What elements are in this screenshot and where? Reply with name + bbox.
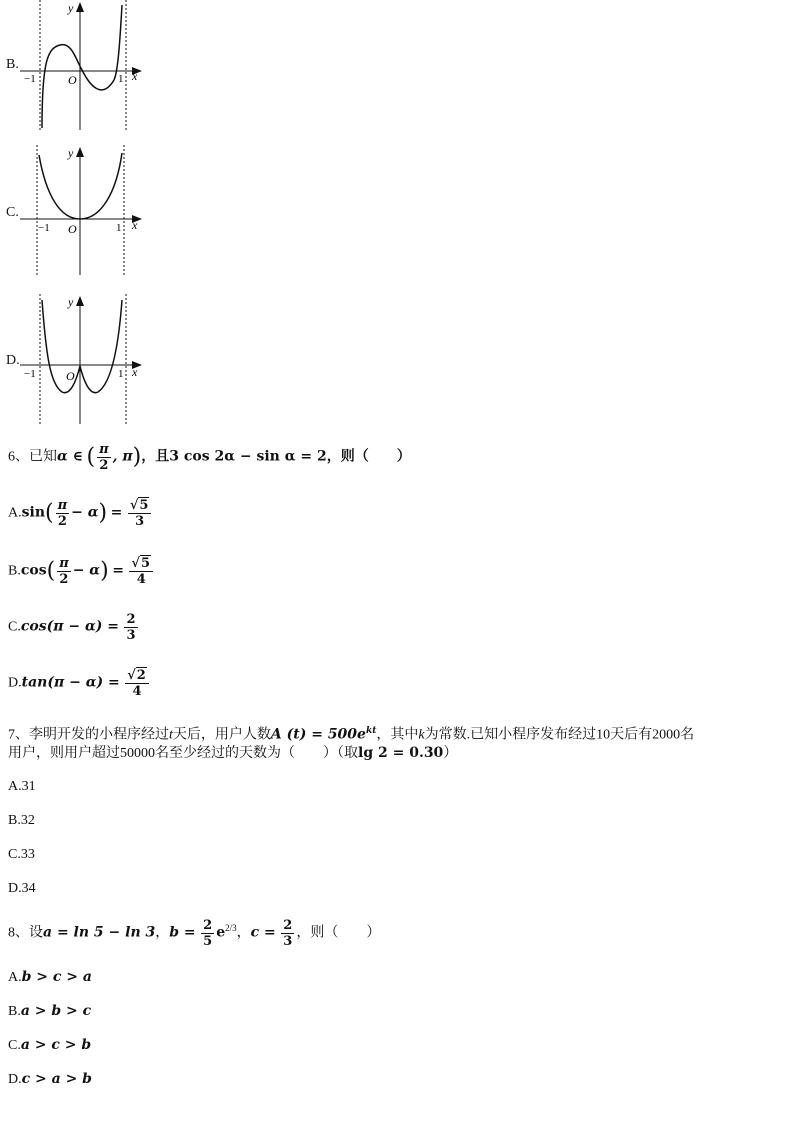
tick-neg-one: −1 [24,368,36,380]
y-label: y [68,295,74,309]
option-d-label[interactable]: D. [6,353,20,368]
origin-label: O [68,73,77,87]
y-label: y [68,1,74,15]
x-label: x [132,365,138,379]
q8-option-a[interactable]: A.b > c > a [8,969,92,985]
q6-option-d[interactable]: D.tan(π − α) = $\frac{√2}{4}$ [8,668,151,699]
tick-one: 1 [118,73,124,85]
curve [42,5,122,128]
q8-option-c[interactable]: C.a > c > b [8,1037,92,1053]
q7-option-b[interactable]: B.32 [8,813,35,828]
q7-stem-line2: 用户，则用户超过50000名至少经过的天数为（ ）（取lg 2 = 0.30） [8,745,458,761]
q7-stem-line1: 7、李明开发的小程序经过t天后，用户人数A $(t) = 500e^{kt}$，其中k为常数.已知小程序发布经过10天后有2000名 [8,726,695,743]
tick-neg-one: −1 [24,73,36,85]
q8-option-d[interactable]: D.c > a > b [8,1071,92,1087]
curve [42,300,122,393]
q8-option-b[interactable]: B.a > b > c [8,1003,92,1019]
tick-one: 1 [116,222,122,234]
q7-option-d[interactable]: D.34 [8,881,36,896]
q8-stem: 8、设a = ln 5 − ln 3，b = $\frac{2}{5}$ $e^{2/3}$，c = $\frac{2}{3}$ ，则（ ） [8,918,381,949]
option-b-graph [20,0,150,135]
origin-label: O [66,369,75,383]
origin-label: O [68,222,77,236]
x-label: x [132,218,138,232]
y-label: y [68,146,74,160]
y-axis-arrow [76,296,84,306]
tick-one: 1 [118,368,124,380]
option-c-label[interactable]: C. [6,205,19,220]
q6-stem: 6、已知α ∈ ( $\frac{\pi}{2}$ , π)，且3 cos 2α − sin α = 2，则（ ） [8,442,411,473]
option-c-graph [20,145,150,280]
x-label: x [132,69,138,83]
q7-option-c[interactable]: C.33 [8,847,35,862]
y-axis-arrow [76,147,84,157]
q6-option-b[interactable]: B.cos( $\frac{\pi}{2}$ − α) = $\frac{√5}{4}$ [8,556,155,587]
q6-option-a[interactable]: A.sin( $\frac{\pi}{2}$ − α) = $\frac{√5}{3}$ [8,498,153,529]
q6-option-c[interactable]: C.cos(π − α) = $\frac{2}{3}$ [8,612,136,643]
tick-neg-one: −1 [38,222,50,234]
y-axis-arrow [76,2,84,12]
q7-option-a[interactable]: A.31 [8,779,36,794]
option-d-graph [20,294,150,429]
option-b-label[interactable]: B. [6,57,19,72]
